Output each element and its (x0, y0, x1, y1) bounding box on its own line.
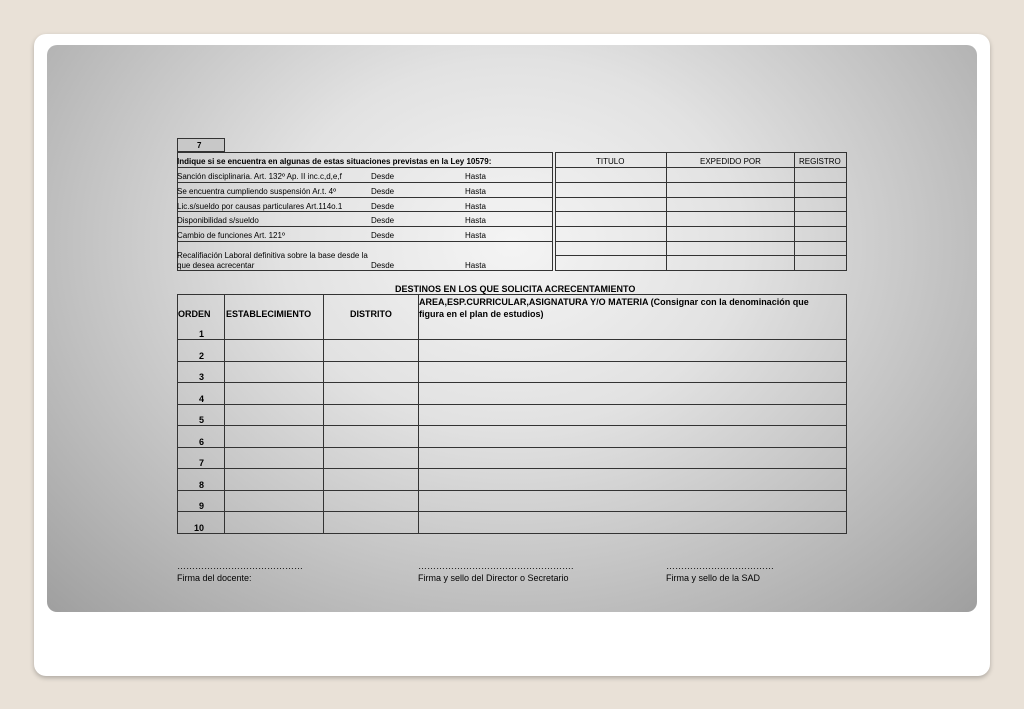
titles-header-titulo: TITULO (596, 157, 625, 166)
destino-row-number: 5 (198, 415, 204, 425)
situation-label-line1: Recalifiación Laboral definitiva sobre la base desde la (177, 251, 368, 260)
situation-desde: Desde (371, 202, 395, 211)
destino-row-number: 1 (198, 329, 204, 339)
situation-label: Disponibilidad s/sueldo (177, 216, 259, 225)
situation-desde: Desde (371, 261, 395, 270)
situation-desde: Desde (371, 216, 395, 225)
situation-label: Sanción disciplinaria. Art. 132º Ap. II inc.c,d,e,f (177, 172, 342, 181)
destinos-header-orden: ORDEN (178, 309, 211, 319)
situation-desde: Desde (371, 187, 395, 196)
destinos-header-area-line2: figura en el plan de estudios) (419, 309, 544, 319)
destino-row-number: 4 (198, 394, 204, 404)
destino-row-number: 7 (198, 458, 204, 468)
destino-row-number: 9 (198, 501, 204, 511)
signature-dots-sad: ……………………………… (666, 561, 774, 571)
signature-label-director: Firma y sello del Director o Secretario (418, 573, 569, 583)
situation-desde: Desde (371, 231, 395, 240)
signature-label-docente: Firma del docente: (177, 573, 252, 583)
situation-hasta: Hasta (465, 261, 486, 270)
titles-table (555, 152, 847, 270)
signature-dots-director: ……………………………………………. (418, 561, 574, 571)
situation-label: Lic.s/sueldo por causas particulares Art.114o.1 (177, 202, 343, 211)
destinos-title: DESTINOS EN LOS QUE SOLICITA ACRECENTAMIENTO (395, 284, 636, 294)
situation-hasta: Hasta (465, 216, 486, 225)
destino-row-number: 10 (193, 523, 204, 533)
destinos-header-establecimiento: ESTABLECIMIENTO (226, 309, 312, 319)
situation-label-line2: que desea acrecentar (177, 261, 255, 270)
signature-label-sad: Firma y sello de la SAD (666, 573, 761, 583)
titles-header-expedido: EXPEDIDO POR (700, 157, 761, 166)
titles-header-registro: REGISTRO (799, 157, 841, 166)
destino-row-number: 8 (198, 480, 204, 490)
destinos-header-area-line1: AREA,ESP.CURRICULAR,ASIGNATURA Y/O MATERIA (Consignar con la denominación que (419, 297, 809, 307)
section-number: 7 (197, 141, 202, 150)
situations-header: Indique si se encuentra en algunas de estas situaciones previstas en la Ley 10579: (177, 157, 492, 166)
destinos-table (177, 294, 847, 534)
situation-label: Se encuentra cumpliendo suspensión Ar.t. 4º (177, 187, 337, 196)
destino-row-number: 3 (198, 372, 204, 382)
situation-desde: Desde (371, 172, 395, 181)
situation-label: Cambio de funciones Art. 121º (177, 231, 285, 240)
situation-hasta: Hasta (465, 231, 486, 240)
destino-row-number: 6 (198, 437, 204, 447)
destinos-header-distrito: DISTRITO (350, 309, 392, 319)
situation-hasta: Hasta (465, 172, 486, 181)
destino-row-number: 2 (198, 351, 204, 361)
situation-hasta: Hasta (465, 202, 486, 211)
situation-hasta: Hasta (465, 187, 486, 196)
signature-dots-docente: …………………………………… (177, 561, 303, 571)
